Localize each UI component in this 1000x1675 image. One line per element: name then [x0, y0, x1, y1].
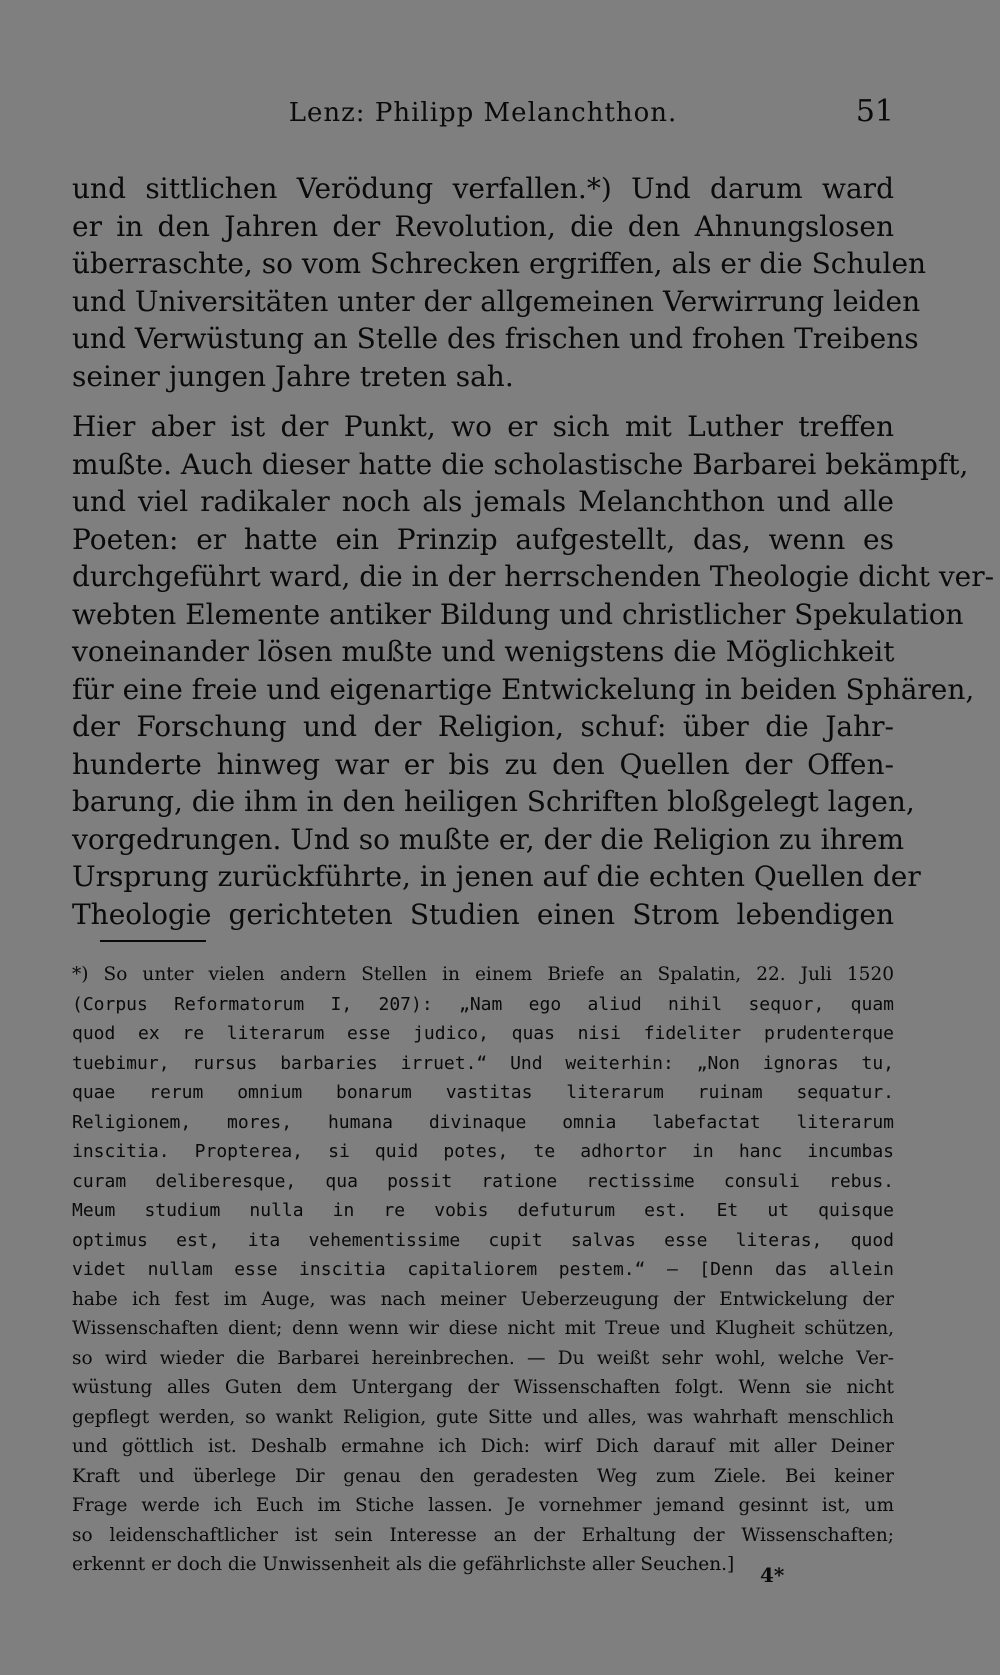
text-line: vorgedrungen. Und so mußte er, der die Religion zu ihrem: [72, 822, 905, 856]
text-line: Theologie gerichteten Studien einen Strom lebendigen: [72, 897, 894, 931]
text-line: er in den Jahren der Revolution, die den Ahnungslosen: [72, 209, 894, 243]
footnote-line: habe ich fest im Auge, was nach meiner Ueberzeugung der Entwickelung der: [72, 1288, 894, 1310]
footnote-line: und göttlich ist. Deshalb ermahne ich Dich: wirf Dich darauf mit aller Deiner: [72, 1436, 894, 1457]
footnote-line: Wissenschaften dient; denn wenn wir diese nicht mit Treue und Klugheit schützen,: [72, 1318, 894, 1339]
text-line: und Verwüstung an Stelle des frischen und frohen Treibens: [72, 322, 919, 355]
text-line: und Universitäten unter der allgemeinen Verwirrung leiden: [72, 284, 921, 318]
text-line: durchgeführt ward, die in der herrschenden Theologie dicht ver-: [72, 560, 995, 593]
text-line: seiner jungen Jahre treten sah.: [72, 359, 514, 393]
footnote-line: tuebimur, rursus barbaries irruet.“ Und weiterhin: „Non ignoras tu,: [72, 1052, 894, 1074]
footnote-line: quod ex re literarum esse judico, quas nisi fideliter prudenterque: [72, 1023, 894, 1044]
footnote-line: Frage werde ich Euch im Stiche lassen. Je vornehmer jemand gesinnt ist, um: [72, 1495, 894, 1516]
footnote-line: wüstung alles Guten dem Untergang der Wissenschaften folgt. Wenn sie nicht: [72, 1377, 894, 1398]
signature-mark: 4*: [760, 1563, 785, 1587]
footnote-rule: [100, 940, 206, 942]
text-line: und viel radikaler noch als jemals Melanchthon und alle: [72, 485, 894, 518]
footnote-line: curam deliberesque, qua possit ratione rectissime consuli rebus.: [72, 1170, 894, 1192]
text-line: der Forschung und der Religion, schuf: über die Jahr-: [72, 710, 894, 743]
footnote-line: erkennt er doch die Unwissenheit als die gefährlichste aller Seuchen.]: [72, 1554, 735, 1575]
paragraph-2: [72, 408, 995, 933]
footnote-line: *) So unter vielen andern Stellen in einem Briefe an Spalatin, 22. Juli 1520: [72, 964, 894, 985]
footnote-line: quae rerum omnium bonarum vastitas literarum ruinam sequatur.: [72, 1082, 894, 1103]
text-line: Poeten: er hatte ein Prinzip aufgestellt, das, wenn es: [72, 522, 894, 556]
text-line: barung, die ihm in den heiligen Schriften bloßgelegt lagen,: [72, 785, 915, 818]
text-line: hunderte hinweg war er bis zu den Quellen der Offen-: [72, 747, 894, 781]
text-line: Ursprung zurückführte, in jenen auf die echten Quellen der: [72, 860, 921, 893]
text-line: mußte. Auch dieser hatte die scholastische Barbarei bekämpft,: [72, 447, 969, 481]
footnote-line: Religionem, mores, humana divinaque omnia labefactat literarum: [72, 1111, 894, 1133]
footnote-line: Meum studium nulla in re vobis defuturum est. Et ut quisque: [72, 1200, 894, 1221]
footnote-line: so leidenschaftlicher ist sein Interesse an der Erhaltung der Wissenschaften;: [72, 1524, 894, 1546]
footnote-line: videt nullam esse inscitia capitaliorem pestem.“ — [Denn das allein: [72, 1259, 894, 1280]
page-number: 51: [855, 94, 894, 129]
footnote-line: optimus est, ita vehementissime cupit salvas esse literas, quod: [72, 1229, 894, 1251]
footnote: [72, 960, 894, 1580]
running-title: Lenz: Philipp Melanchthon.: [288, 98, 678, 128]
text-line: für eine freie und eigenartige Entwickelung in beiden Sphären,: [72, 672, 975, 706]
text-line: voneinander lösen mußte und wenigstens die Möglichkeit: [72, 635, 895, 668]
footnote-line: gepflegt werden, so wankt Religion, gute Sitte und alles, was wahrhaft menschlich: [72, 1406, 894, 1428]
footnote-line: inscitia. Propterea, si quid potes, te adhortor in hanc incumbas: [72, 1141, 894, 1162]
text-line: webten Elemente antiker Bildung und christlicher Spekulation: [72, 597, 964, 631]
footnote-line: Kraft und überlege Dir genau den geradesten Weg zum Ziele. Bei keiner: [72, 1465, 894, 1487]
footnote-line: so wird wieder die Barbarei hereinbrechen. — Du weißt sehr wohl, welche Ver-: [72, 1347, 894, 1369]
main-text: [72, 170, 995, 933]
paragraph-1: [72, 170, 927, 395]
footnote-line: (Corpus Reformatorum I, 207): „Nam ego aliud nihil sequor, quam: [72, 993, 894, 1015]
text-line: und sittlichen Verödung verfallen.*) Und darum ward: [72, 172, 894, 205]
text-line: überraschte, so vom Schrecken ergriffen, als er die Schulen: [72, 247, 927, 280]
page-header: [72, 94, 894, 134]
text-line: Hier aber ist der Punkt, wo er sich mit Luther treffen: [72, 410, 894, 443]
